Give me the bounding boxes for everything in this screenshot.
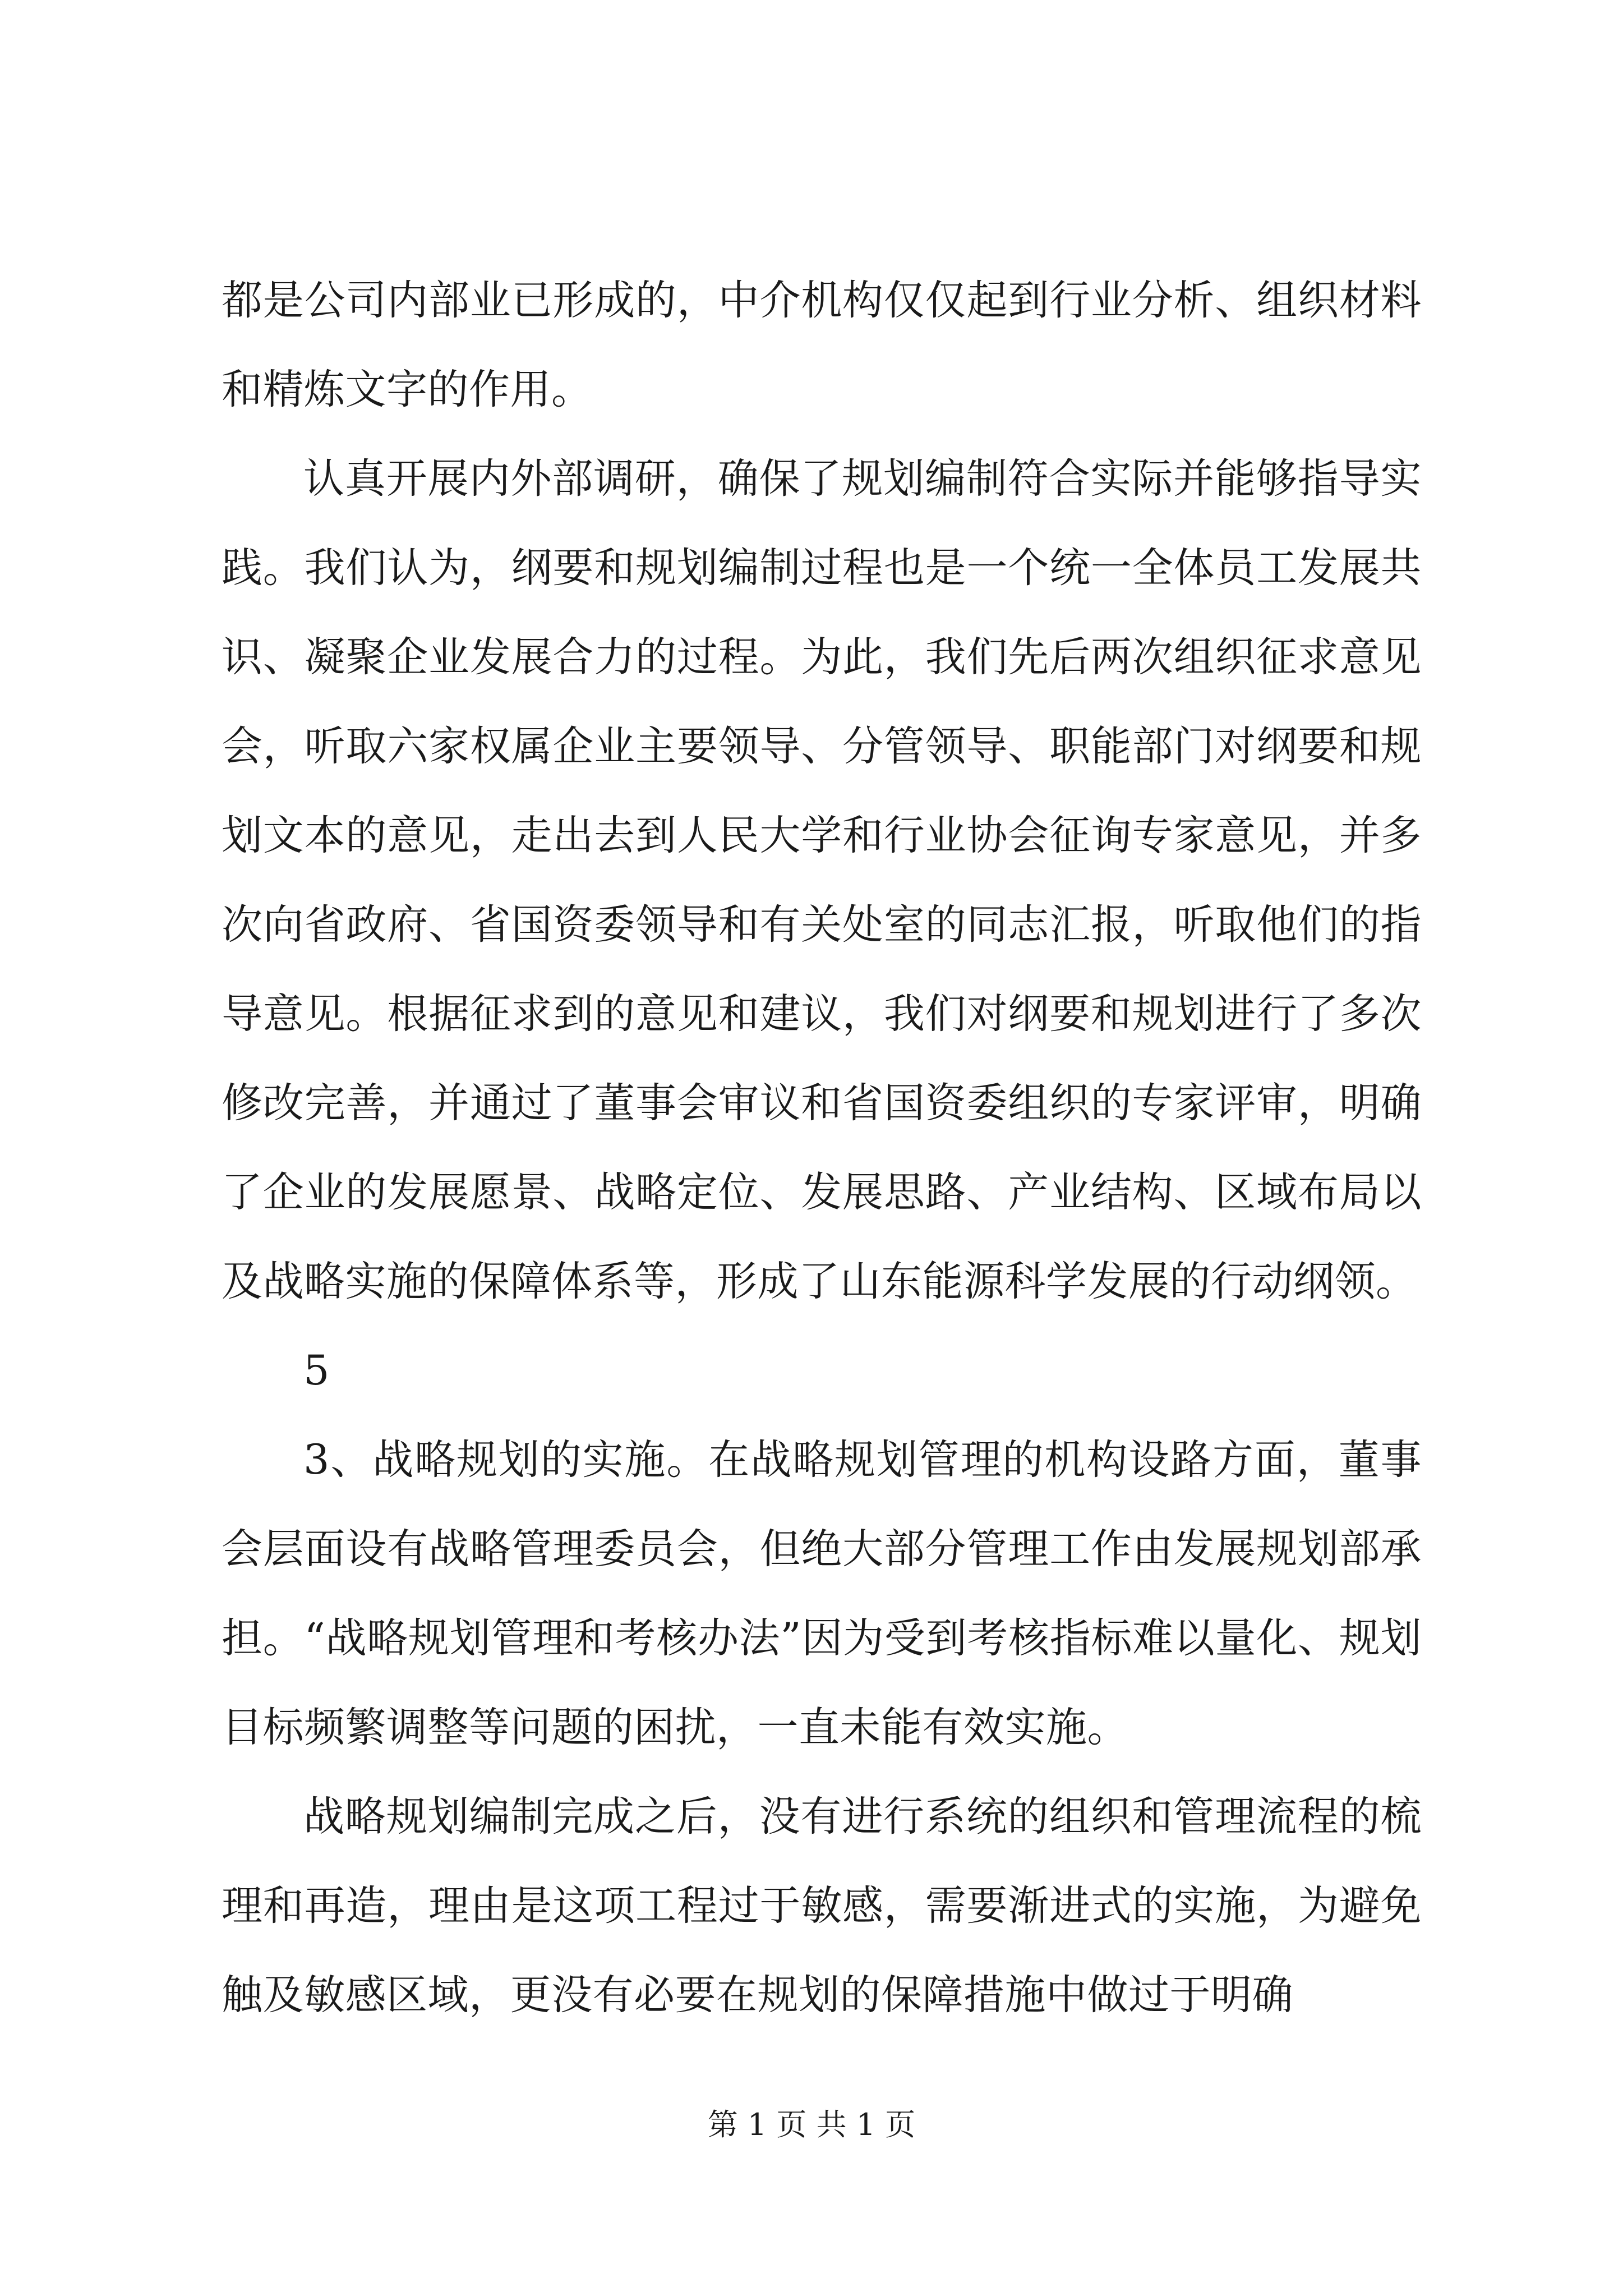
paragraph-research: 认真开展内外部调研，确保了规划编制符合实际并能够指导实践。我们认为，纲要和规划编制过程也是一个统一全体员工发展共识、凝聚企业发展合力的过程。为此，我们先后两次组织征求意见会，听取六家权属企业主要领导、分管领导、职能部门对纲要和规划文本的意见，走出去到人民大学和行业协会征询专家意见，并多次向省政府、省国资委领导和有关处室的同志汇报，听取他们的指导意见。根据征求到的意见和建议，我们对纲要和规划进行了多次修改完善，并通过了董事会审议和省国资委组织的专家评审，明确了企业的发展愿景、战略定位、发展思路、产业结构、区域布局以及战略实施的保障体系等，形成了山东能源科学发展的行动纲领。 (222, 455, 1422, 1305)
document-body (222, 256, 1422, 2040)
page-footer: 第 1 页 共 1 页 (707, 2107, 916, 2142)
inline-page-number: 5 (303, 1347, 330, 1395)
paragraph-after-planning: 战略规划编制完成之后，没有进行系统的组织和管理流程的梳理和再造，理由是这项工程过于敏感，需要渐进式的实施，为避免触及敏感区域，更没有必要在规划的保障措施中做过于明确 (222, 1793, 1422, 2019)
paragraph-continuation: 都是公司内部业已形成的，中介机构仅仅起到行业分析、组织材料和精炼文字的作用。 (222, 277, 1422, 413)
paragraph-implementation: 3、战略规划的实施。在战略规划管理的机构设路方面，董事会层面设有战略管理委员会，但绝大部分管理工作由发展规划部承担。“战略规划管理和考核办法”因为受到考核指标难以量化、规划目标频繁调整等问题的困扰，一直未能有效实施。 (222, 1436, 1422, 1751)
